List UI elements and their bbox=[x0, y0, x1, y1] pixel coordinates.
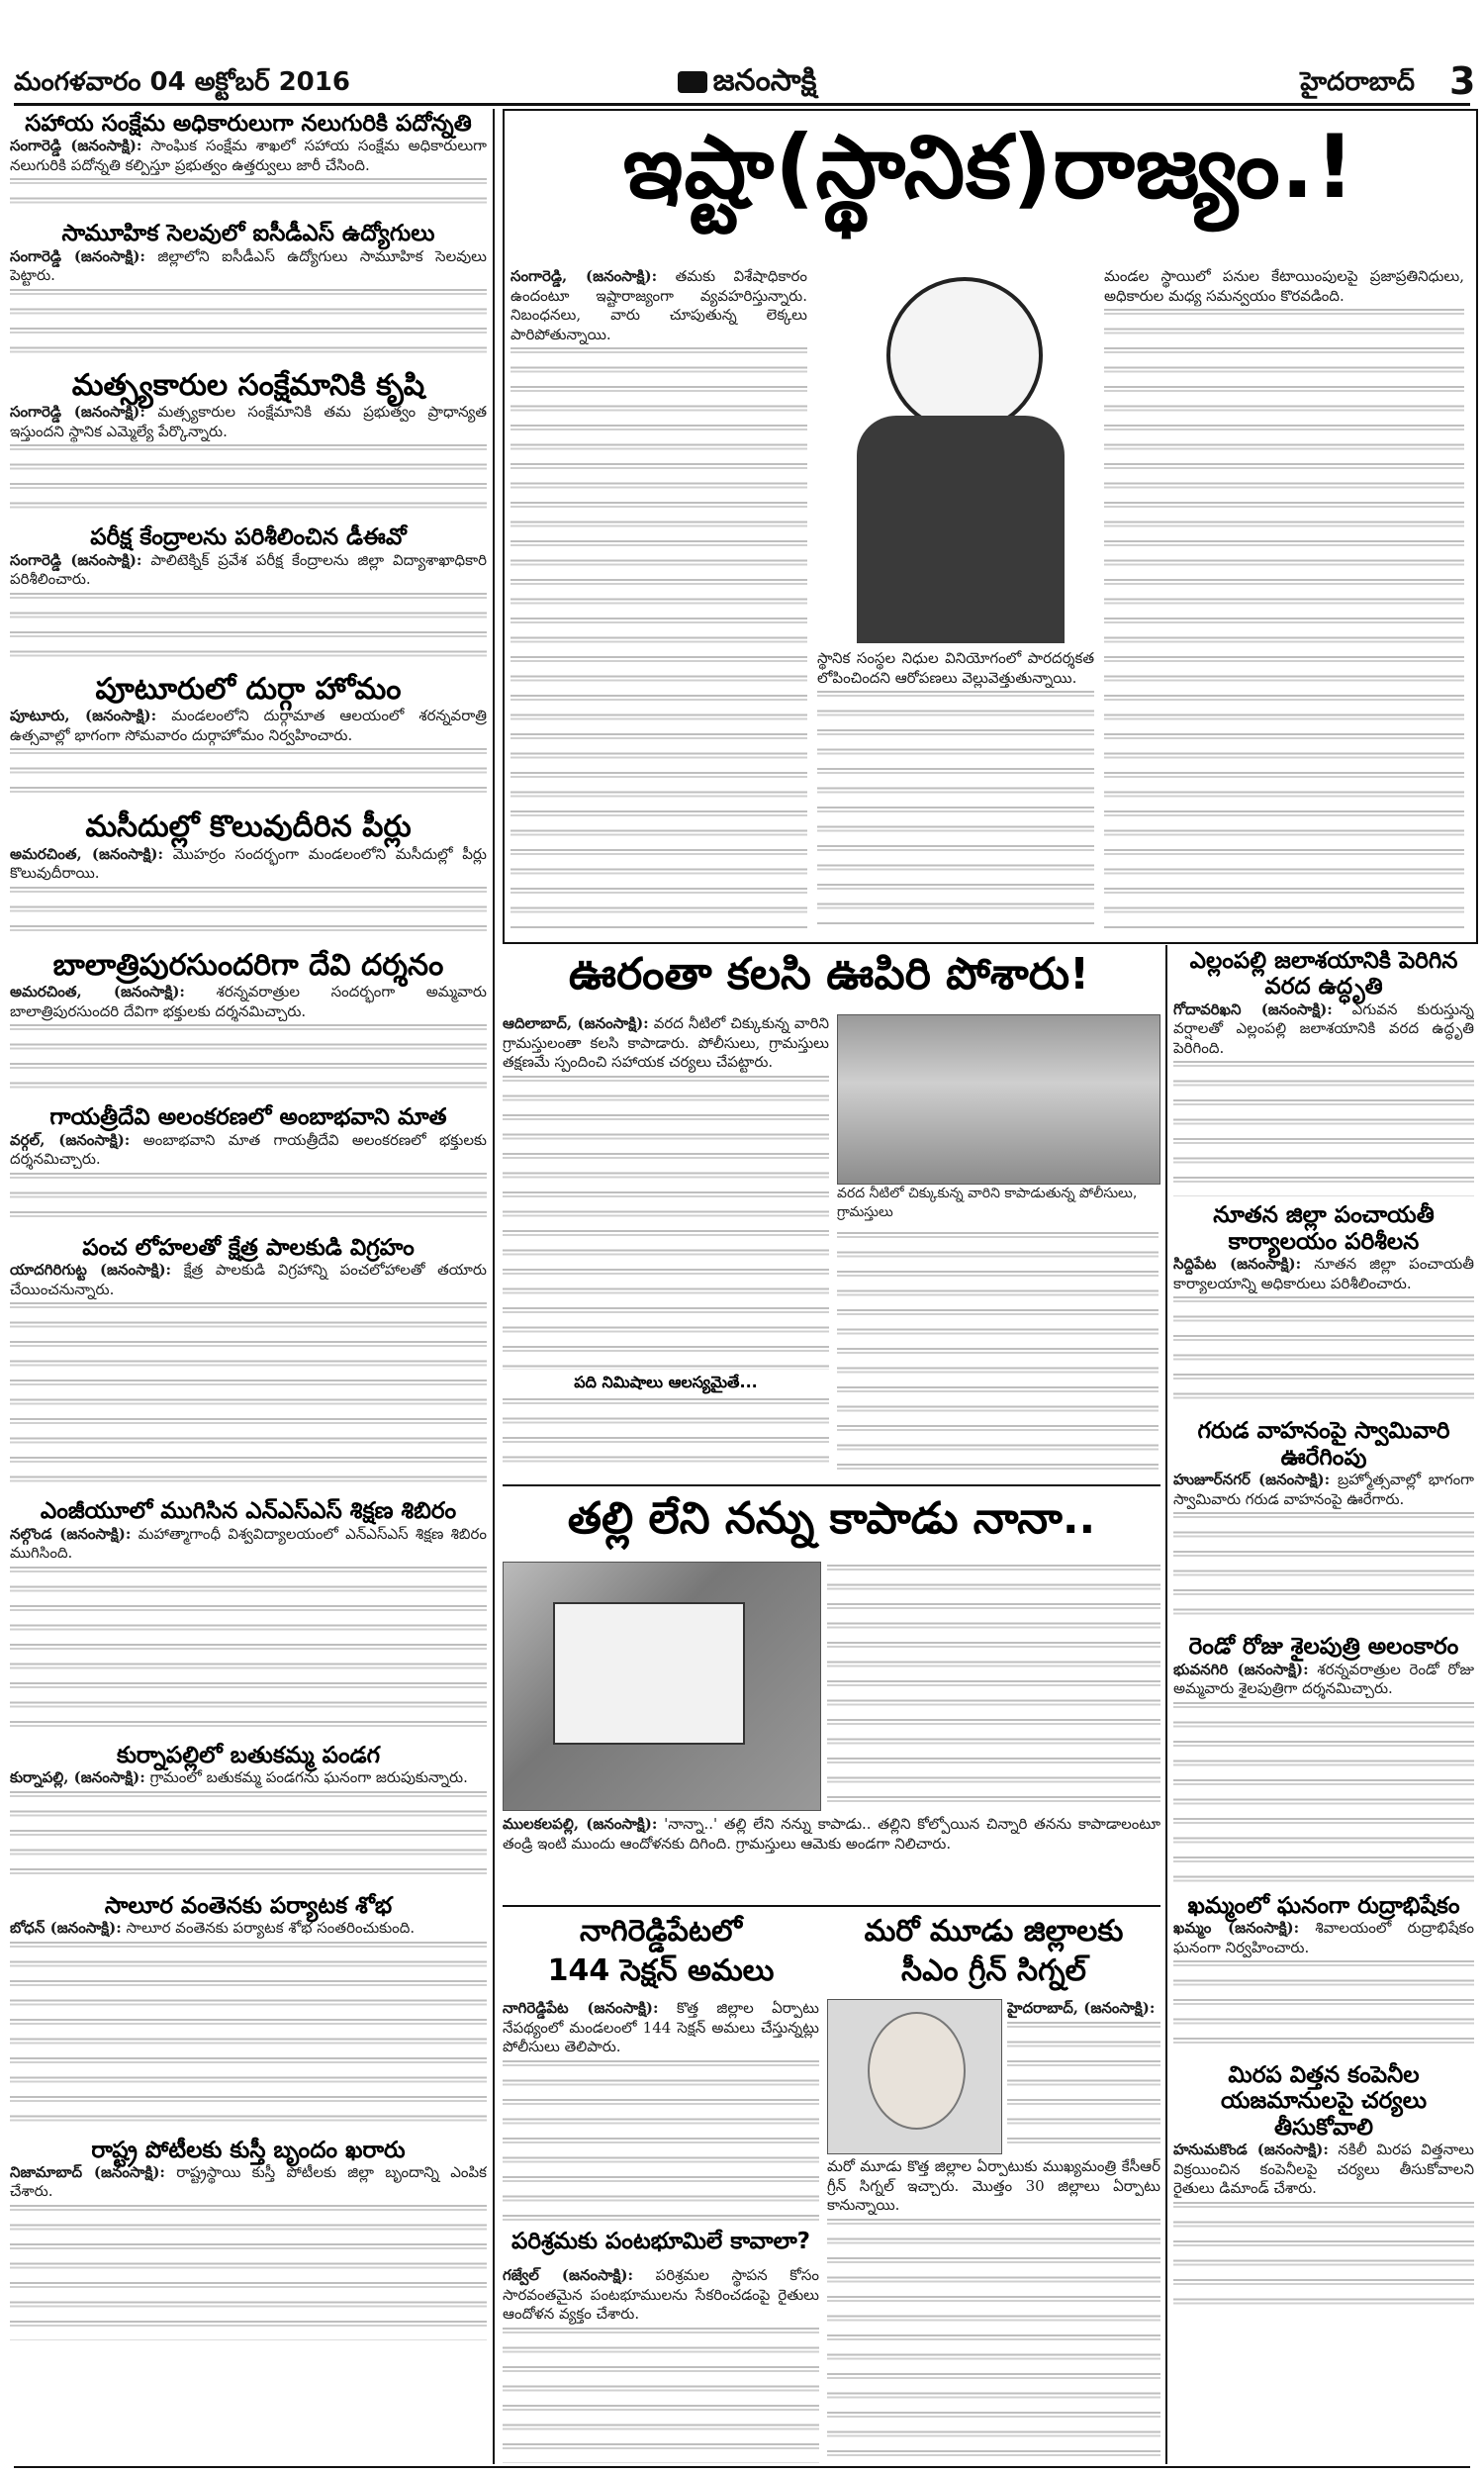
section144-col bbox=[503, 1999, 819, 2227]
industry-body: పరిశ్రమల స్థాపన కోసం సారవంతమైన పంటభూములను సేకరించడంపై రైతులు ఆందోళన వ్యక్తం చేశారు. bbox=[503, 2266, 819, 2323]
right-text-filler bbox=[1173, 1699, 1474, 1887]
lead-body-c: మండల స్థాయిలో పనుల కేటాయింపులపై ప్రజాప్రతినిధులు, అధికారుల మధ్య సమన్వయం కొరవడింది. bbox=[1104, 267, 1464, 305]
left-headline: మసీదుల్లో కొలువుదీరిన పీర్లు bbox=[85, 809, 412, 845]
flood-subhead: పది నిమిషాలు ఆలస్యమైతే... bbox=[574, 1372, 758, 1391]
section144-headline-1: నాగిరెడ్డిపేటలో bbox=[579, 1915, 742, 1949]
left-headline: పూటూరులో దుర్గా హోమం bbox=[95, 671, 402, 707]
lead-body-a: తమకు విశేషాధికారం ఉందంటూ ఇష్టారాజ్యంగా వ్యవహరిస్తున్నారు. నిబంధనలు, వారు చూపుతున్న లెక్కలు పారిపోతున్నాయి. bbox=[510, 267, 807, 343]
column-divider-left bbox=[493, 109, 495, 2464]
industry-text-filler bbox=[503, 2325, 819, 2463]
left-body: మండలంలోని దుర్గామాత ఆలయంలో శరన్నవరాత్రి ఉత్సవాల్లో భాగంగా సోమవారం దుర్గాహోమం నిర్వహించారు. bbox=[10, 707, 487, 744]
left-story-body bbox=[10, 551, 487, 590]
left-text-filler bbox=[10, 441, 487, 519]
flood-body: వరద నీటిలో చిక్కుకున్న వారిని గ్రామస్తులంతా కలసి కాపాడారు. పోలీసులు, గ్రామస్తులు తక్షణమే స్పందించి సహాయక చర్యలు చేపట్టారు. bbox=[503, 1014, 829, 1071]
left-text-filler bbox=[10, 745, 487, 805]
left-body: శరన్నవరాత్రుల సందర్భంగా అమ్మవారు బాలాత్రిపురసుందరి దేవిగా భక్తులకు దర్శనమిచ్చారు. bbox=[10, 983, 487, 1020]
left-headline: సహాయ సంక్షేమ అధికారులుగా నలుగురికి పదోన్నతి bbox=[25, 111, 472, 137]
section-rule bbox=[503, 1905, 1160, 1907]
left-body: పాలిటెక్నిక్ ప్రవేశ పరీక్ష కేంద్రాలను జిల్లా విద్యాశాఖాధికారి పరిశీలించారు. bbox=[10, 550, 487, 589]
lead-col-1 bbox=[510, 267, 807, 930]
logo-text: జనంసాక్షి bbox=[712, 63, 817, 98]
left-dateline: అమరచింత, (జనంసాక్షి): bbox=[10, 983, 185, 1001]
right-story-body bbox=[1173, 2141, 1474, 2199]
districts-text-filler bbox=[827, 2216, 1160, 2465]
right-body: ఎగువన కురుస్తున్న వర్షాలతో ఎల్లంపల్లి జలాశయానికి వరద ఉద్ధృతి పెరిగింది. bbox=[1173, 1000, 1474, 1057]
left-story-body bbox=[10, 983, 487, 1021]
right-dateline: సిద్దిపేట (జనంసాక్షి): bbox=[1173, 1255, 1302, 1274]
flood-text-filler bbox=[837, 1229, 1159, 1476]
left-text-filler bbox=[10, 884, 487, 943]
section144-text-filler bbox=[503, 2057, 819, 2226]
districts-body: మరో మూడు కొత్త జిల్లాల ఏర్పాటుకు ముఖ్యమంత్రి కేసీఆర్ గ్రీన్ సిగ్నల్ ఇచ్చారు. మొత్తం 30 జిల్లాలు ఏర్పాటు కానున్నాయి. bbox=[827, 2157, 1160, 2214]
cartoon-coat-icon bbox=[857, 416, 1065, 643]
column-divider-right bbox=[1165, 945, 1167, 2464]
logo-mark-icon bbox=[678, 71, 707, 93]
left-text-filler bbox=[10, 1021, 487, 1098]
right-dateline: హుజూర్‌నగర్ (జనంసాక్షి): bbox=[1173, 1471, 1331, 1489]
left-body: మహాత్మాగాంధీ విశ్వవిద్యాలయంలో ఎన్ఎస్ఎస్ శిక్షణ శిబిరం ముగిసింది. bbox=[10, 1524, 487, 1563]
right-dateline: గోదావరిఖని (జనంసాక్షి): bbox=[1173, 1000, 1333, 1018]
page-number: 3 bbox=[1449, 59, 1476, 103]
right-dateline: హనుమకొండ (జనంసాక్షి): bbox=[1173, 2141, 1329, 2159]
left-text-filler bbox=[10, 1299, 487, 1492]
left-headline: బాలాత్రిపురసుందరిగా దేవి దర్శనం bbox=[52, 947, 444, 983]
cm-portrait-icon bbox=[868, 2012, 966, 2130]
right-body: నకిలీ మిరప విత్తనాలు విక్రయించిన కంపెనీలపై చర్యలు తీసుకోవాలని రైతులు డిమాండ్ చేశారు. bbox=[1173, 2141, 1474, 2198]
lead-dateline: సంగారెడ్డి, (జనంసాక్షి): bbox=[510, 267, 658, 285]
left-story-body bbox=[10, 1919, 487, 1939]
child-col bbox=[827, 1562, 1160, 1809]
left-text-filler bbox=[10, 1564, 487, 1737]
right-text-filler bbox=[1173, 1058, 1474, 1196]
flood-photo-caption: వరద నీటిలో చిక్కుకున్న వారిని కాపాడుతున్న పోలీసులు, గ్రామస్తులు bbox=[837, 1186, 1138, 1220]
flood-text-filler bbox=[503, 1395, 829, 1475]
right-story-body bbox=[1173, 1471, 1474, 1509]
left-body: రాష్ట్రస్థాయి కుస్తీ పోటీలకు జిల్లా బృందాన్ని ఎంపిక చేశారు. bbox=[10, 2162, 487, 2201]
flood-dateline: ఆదిలాబాద్, (జనంసాక్షి): bbox=[503, 1014, 649, 1032]
left-dateline: పూటూరు, (జనంసాక్షి): bbox=[10, 707, 157, 725]
districts-text-filler bbox=[1007, 2019, 1160, 2152]
right-text-filler bbox=[1173, 1293, 1474, 1412]
left-body: గ్రామంలో బతుకమ్మ పండగను ఘనంగా జరుపుకున్నారు. bbox=[149, 1768, 468, 1787]
child-body: తల్లిని కోల్పోయిన చిన్నారి తనను కాపాడాలంటూ తండ్రి ఇంటి ముందు ఆందోళనకు దిగింది. గ్రామస్తులు ఆమెకు అండగా నిలిచారు. bbox=[503, 1815, 1160, 1853]
right-headline: ఎల్లంపల్లి జలాశయానికి పెరిగిన వరద ఉద్ధృతి bbox=[1189, 948, 1458, 1000]
right-column bbox=[1173, 948, 1474, 2462]
left-story-body bbox=[10, 403, 487, 441]
districts-col-2 bbox=[827, 2157, 1160, 2464]
left-dateline: సంగారెడ్డి (జనంసాక్షి): bbox=[10, 246, 145, 265]
left-body: సాలూర వంతెనకు పర్యాటక శోభ సంతరించుకుంది. bbox=[126, 1919, 416, 1937]
protest-banner bbox=[553, 1602, 745, 1745]
left-headline: గాయత్రీదేవి అలంకరణలో అంబాభవాని మాత bbox=[49, 1104, 447, 1131]
left-headline: పంచ లోహలతో క్షేత్ర పాలకుడి విగ్రహం bbox=[82, 1234, 415, 1261]
left-body: సాంఘిక సంక్షేమ శాఖలో సహాయ సంక్షేమ అధికారులుగా నలుగురికి పదోన్నతి కల్పిస్తూ ప్రభుత్వం ఉత్తర్వులు జారీ చేసింది. bbox=[10, 137, 487, 174]
masthead-rule bbox=[14, 103, 1470, 106]
newspaper-logo bbox=[648, 63, 846, 105]
section144-body: కొత్త జిల్లాల ఏర్పాటు నేపథ్యంలో మండలంలో 144 సెక్షన్ అమలు చేస్తున్నట్లు పోలీసులు తెలిపారు. bbox=[503, 1999, 819, 2055]
flood-text-filler bbox=[503, 1073, 829, 1370]
cartoon-face-icon bbox=[886, 277, 1043, 433]
left-headline: ఎంజీయూలో ముగిసిన ఎన్ఎస్ఎస్ శిక్షణ శిబిరం bbox=[40, 1498, 457, 1525]
right-body: నూతన జిల్లా పంచాయతీ కార్యాలయాన్ని అధికారులు పరిశీలించారు. bbox=[1173, 1255, 1474, 1292]
child-body-block bbox=[503, 1815, 1160, 1894]
right-story-body bbox=[1173, 1661, 1474, 1699]
left-text-filler bbox=[10, 1170, 487, 1229]
child-dateline: ములకలపల్లి, (జనంసాక్షి): bbox=[503, 1815, 658, 1833]
left-dateline: వర్గల్, (జనంసాక్షి): bbox=[10, 1130, 131, 1149]
right-story-body bbox=[1173, 1000, 1474, 1059]
right-story-body bbox=[1173, 1919, 1474, 1957]
left-dateline: నిజామాబాద్ (జనంసాక్షి): bbox=[10, 2162, 165, 2181]
right-body: శరన్నవరాత్రుల రెండో రోజు అమ్మవారు శైలపుత్రిగా దర్శనమిచ్చారు. bbox=[1173, 1660, 1474, 1698]
right-text-filler bbox=[1173, 1509, 1474, 1628]
section-rule bbox=[503, 1484, 1160, 1486]
districts-headline-1: మరో మూడు జిల్లాలకు bbox=[864, 1915, 1124, 1949]
lead-text-filler bbox=[1104, 306, 1464, 929]
right-headline: ఖమ్మంలో ఘనంగా రుద్రాభిషేకం bbox=[1187, 1892, 1460, 1919]
left-story-body bbox=[10, 247, 487, 286]
left-text-filler bbox=[10, 2202, 487, 2340]
left-story-body bbox=[10, 137, 487, 175]
left-story-body bbox=[10, 1261, 487, 1299]
child-caption: 'నాన్నా..' తల్లి లేని నన్ను కాపాడు.. bbox=[664, 1815, 872, 1833]
left-text-filler bbox=[10, 590, 487, 667]
left-headline: సామూహిక సెలవులో ఐసీడీఎస్ ఉద్యోగులు bbox=[61, 221, 435, 247]
right-dateline: ఖమ్మం (జనంసాక్షి): bbox=[1173, 1919, 1300, 1937]
left-headline: కుర్నాపల్లిలో బతుకమ్మ పండగ bbox=[116, 1742, 381, 1768]
left-column bbox=[10, 111, 487, 2466]
lead-col-2b bbox=[817, 649, 1094, 931]
districts-dateline: హైదరాబాద్, (జనంసాక్షి): bbox=[1007, 1999, 1156, 2017]
left-text-filler bbox=[10, 175, 487, 215]
left-headline: రాష్ట్ర పోటీలకు కుస్తీ బృందం ఖరారు bbox=[91, 2137, 406, 2163]
right-body: బ్రహ్మోత్సవాల్లో భాగంగా స్వామివారు గరుడ వాహనంపై ఊరేగారు. bbox=[1173, 1471, 1474, 1508]
lead-text-filler bbox=[817, 688, 1094, 925]
cartoon-illustration bbox=[817, 267, 1094, 643]
right-body: శివాలయంలో రుద్రాభిషేకం ఘనంగా నిర్వహించారు. bbox=[1173, 1919, 1474, 1956]
child-photo bbox=[503, 1562, 821, 1811]
lead-text-filler bbox=[510, 344, 807, 930]
left-text-filler bbox=[10, 1939, 487, 2132]
right-headline: మిరప విత్తన కంపెనీల యజమానులపై చర్యలు తీసుకోవాలి bbox=[1220, 2062, 1428, 2141]
left-story-body bbox=[10, 2163, 487, 2202]
left-story-body bbox=[10, 845, 487, 884]
child-text-filler bbox=[827, 1562, 1160, 1809]
left-dateline: సంగారెడ్డి (జనంసాక్షి): bbox=[10, 403, 145, 422]
left-body: అంబాభవాని మాత గాయత్రీదేవి అలంకరణలో భక్తులకు దర్శనమిచ్చారు. bbox=[10, 1130, 487, 1169]
left-body: మొహర్రం సందర్భంగా మండలంలోని మసీదుల్లో పీర్లు కొలువుదీరాయి. bbox=[10, 844, 487, 883]
cm-photo bbox=[827, 1999, 1002, 2154]
right-text-filler bbox=[1173, 1957, 1474, 2056]
left-story-body bbox=[10, 1525, 487, 1564]
industry-dateline: గజ్వేల్ (జనంసాక్షి): bbox=[503, 2266, 634, 2284]
left-story-body bbox=[10, 707, 487, 745]
section144-dateline: నాగిరెడ్డిపేట (జనంసాక్షి): bbox=[503, 1999, 659, 2017]
lead-body-b: స్థానిక సంస్థల నిధుల వినియోగంలో పారదర్శకత లోపించిందని ఆరోపణలు వెల్లువెత్తుతున్నాయి. bbox=[817, 649, 1094, 687]
right-text-filler bbox=[1173, 2199, 1474, 2318]
left-dateline: అమరచింత, (జనంసాక్షి): bbox=[10, 844, 164, 863]
right-headline: నూతన జిల్లా పంచాయతీ కార్యాలయం పరిశీలన bbox=[1213, 1202, 1435, 1255]
left-body: జిల్లాలోని ఐసీడీఎస్ ఉద్యోగులు సామూహిక సెలవులు పెట్టారు. bbox=[10, 246, 487, 285]
right-headline: రెండో రోజు శైలపుత్రి అలంకారం bbox=[1188, 1634, 1459, 1661]
right-dateline: భువనగిరి (జనంసాక్షి): bbox=[1173, 1660, 1309, 1678]
districts-col-1 bbox=[1007, 1999, 1160, 2152]
left-story-body bbox=[10, 1768, 487, 1788]
left-text-filler bbox=[10, 1788, 487, 1887]
flood-photo bbox=[837, 1014, 1160, 1185]
industry-headline: పరిశ్రమకు పంటభూమిలే కావాలా? bbox=[510, 2229, 811, 2254]
left-story-body bbox=[10, 1131, 487, 1170]
left-text-filler bbox=[10, 286, 487, 363]
left-headline: పరీక్ష కేంద్రాలను పరిశీలించిన డీఈవో bbox=[90, 524, 407, 551]
left-body: క్షేత్ర పాలకుడి విగ్రహాన్ని పంచలోహాలతో తయారు చేయించనున్నారు. bbox=[10, 1261, 487, 1298]
left-dateline: బోధన్ (జనంసాక్షి): bbox=[10, 1919, 122, 1937]
lead-col-3 bbox=[1104, 267, 1464, 930]
right-headline: గరుడ వాహనంపై స్వామివారి ఊరేగింపు bbox=[1197, 1418, 1450, 1471]
left-dateline: నల్గొండ (జనంసాక్షి): bbox=[10, 1524, 132, 1543]
section144-headline-2: 144 సెక్షన్ అమలు bbox=[547, 1954, 775, 1988]
footer-rule bbox=[14, 2466, 1470, 2468]
left-dateline: సంగారెడ్డి (జనంసాక్షి): bbox=[10, 550, 142, 569]
industry-col bbox=[503, 2266, 819, 2464]
edition-city: హైదరాబాద్ bbox=[1300, 67, 1415, 97]
flood-col-2 bbox=[837, 1229, 1159, 1476]
right-story-body bbox=[1173, 1255, 1474, 1293]
left-headline: సాలూర వంతెనకు పర్యాటక శోభ bbox=[104, 1892, 393, 1919]
left-dateline: సంగారెడ్డి (జనంసాక్షి): bbox=[10, 137, 142, 155]
left-dateline: కుర్నాపల్లి, (జనంసాక్షి): bbox=[10, 1768, 145, 1787]
child-headline: తల్లి లేని నన్ను కాపాడు నానా.. bbox=[567, 1494, 1096, 1544]
issue-date: మంగళవారం 04 అక్టోబర్ 2016 bbox=[14, 67, 350, 97]
flood-headline: ఊరంతా కలసి ఊపిరి పోశారు! bbox=[568, 950, 1090, 1000]
left-headline: మత్స్యకారుల సంక్షేమానికి కృషి bbox=[71, 367, 425, 403]
districts-headline-2: సీఎం గ్రీన్ సిగ్నల్ bbox=[901, 1954, 1086, 1988]
lead-headline: ఇష్టా(స్థానిక)రాజ్యం.! bbox=[622, 117, 1356, 218]
left-dateline: యాదగిరిగుట్ట (జనంసాక్షి): bbox=[10, 1261, 172, 1280]
left-body: మత్స్యకారుల సంక్షేమానికి తమ ప్రభుత్వం ప్రాధాన్యత ఇస్తుందని స్థానిక ఎమ్మెల్యే పేర్కొన్నారు. bbox=[10, 403, 487, 440]
flood-col-1 bbox=[503, 1014, 829, 1479]
